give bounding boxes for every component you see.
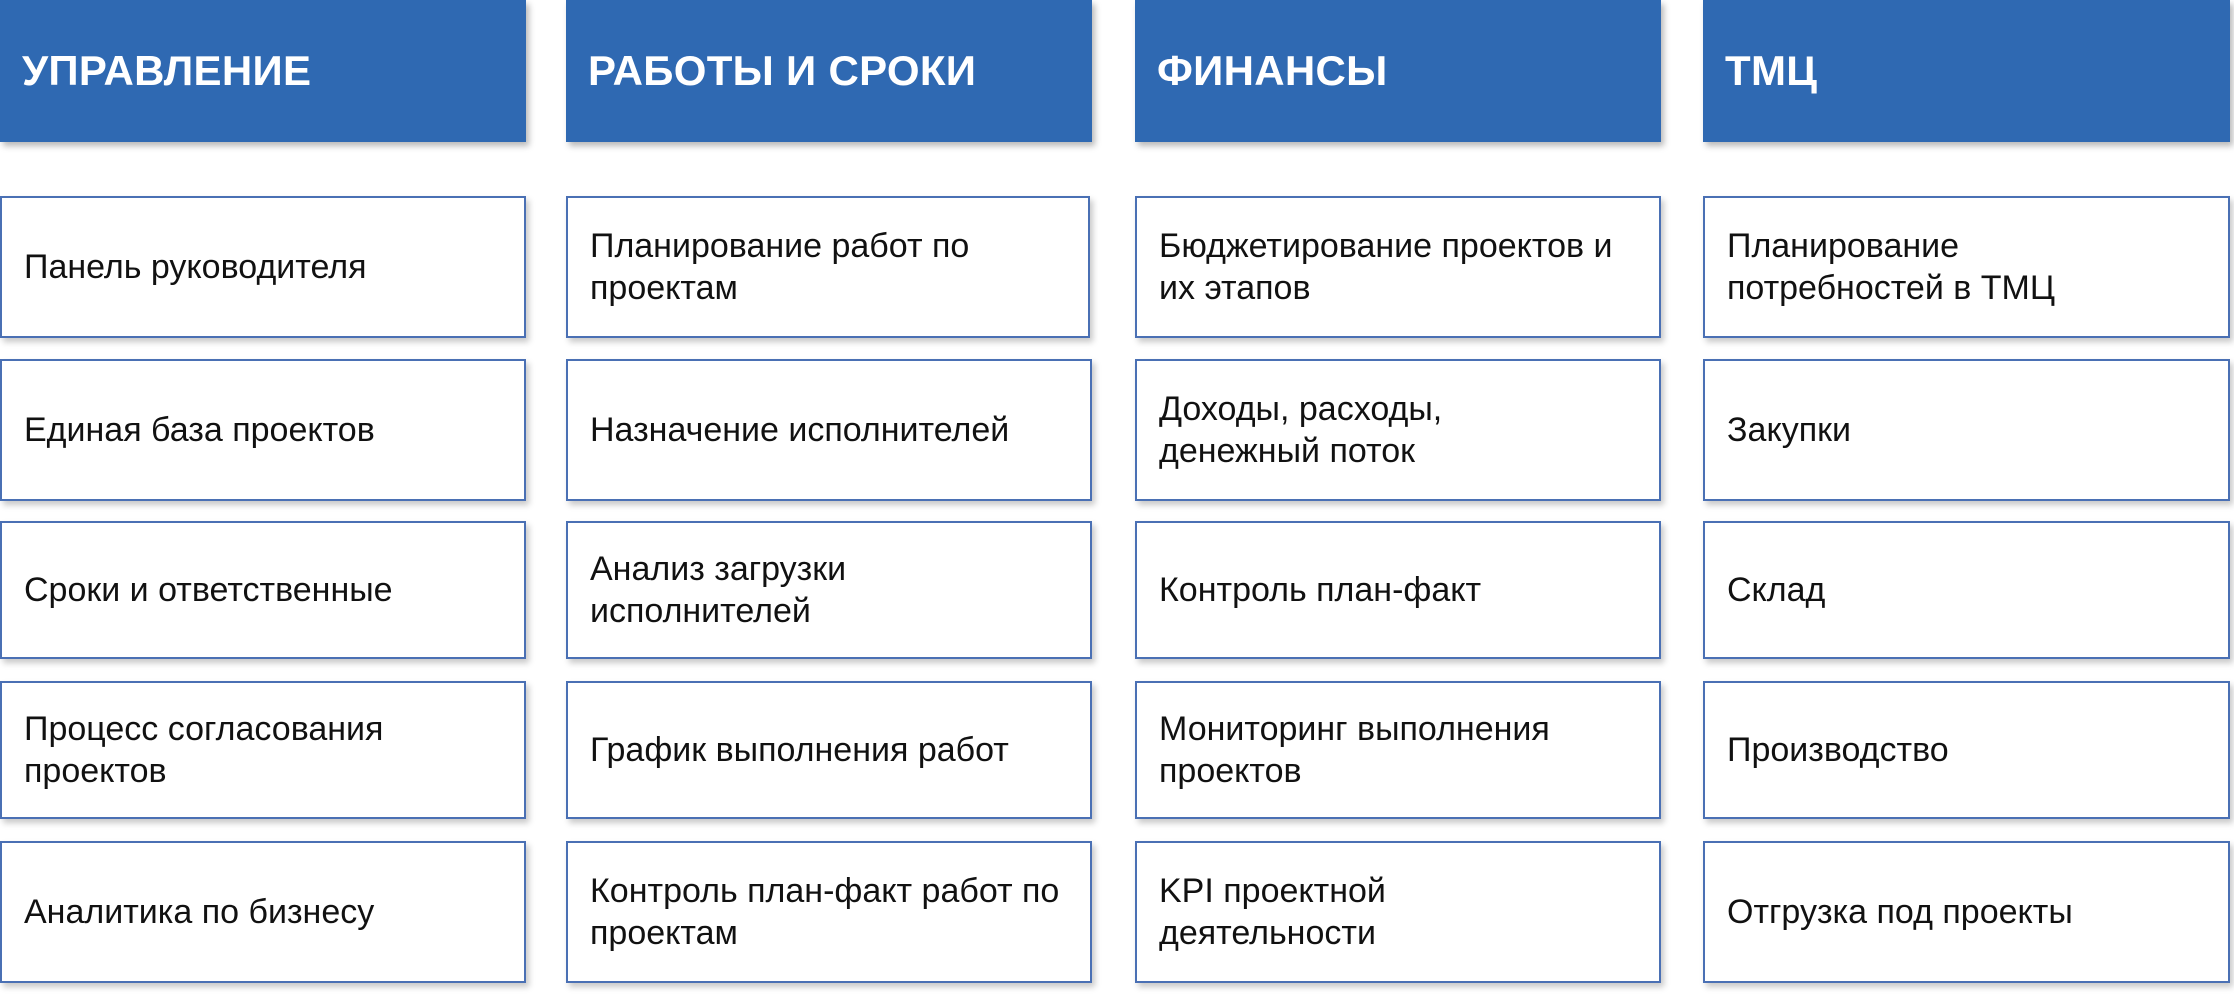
column-title: ФИНАНСЫ: [1157, 47, 1388, 94]
column-header: [1703, 0, 2230, 142]
item-label: Планирование потребностей в ТМЦ: [1727, 227, 2056, 307]
item-box: [0, 681, 526, 819]
item-box: [1135, 521, 1661, 659]
item-label: Отгрузка под проекты: [1727, 893, 2073, 931]
item-label: Бюджетирование проектов и их этапов: [1159, 227, 1613, 307]
item-box: [566, 521, 1092, 659]
column-header: [0, 0, 526, 142]
item-box: [0, 521, 526, 659]
item-box: [0, 196, 526, 338]
item-label: Контроль план-факт работ по проектам: [590, 872, 1060, 952]
item-box: [1135, 359, 1661, 501]
item-box: [0, 841, 526, 983]
item-label: Контроль план-факт: [1159, 571, 1482, 609]
item-box: [1703, 521, 2230, 659]
column-title: УПРАВЛЕНИЕ: [22, 47, 312, 94]
item-box: [1135, 196, 1661, 338]
item-box: [0, 359, 526, 501]
item-label: Доходы, расходы, денежный поток: [1159, 390, 1443, 470]
column-inventory: [1703, 0, 2230, 931]
column-management: [0, 0, 526, 931]
item-label: Аналитика по бизнесу: [24, 893, 375, 931]
item-label: Производство: [1727, 731, 1949, 769]
item-box: [566, 841, 1092, 983]
item-label: Единая база проектов: [24, 411, 375, 449]
item-label: Процесс согласования проектов: [24, 710, 384, 790]
item-box: [1703, 841, 2230, 983]
item-box: [1703, 359, 2230, 501]
item-label: Панель руководителя: [24, 248, 367, 286]
column-header: [1135, 0, 1661, 142]
item-label: Анализ загрузки исполнителей: [590, 550, 847, 630]
item-box: [566, 196, 1090, 338]
item-label: Планирование работ по проектам: [590, 227, 970, 307]
column-header: [566, 0, 1092, 142]
column-works-and-deadlines: [566, 0, 1092, 952]
item-label: KPI проектной деятельности: [1159, 872, 1386, 952]
item-label: Закупки: [1727, 411, 1851, 449]
column-finance: [1135, 0, 1661, 952]
item-label: Мониторинг выполнения проектов: [1159, 710, 1550, 790]
item-box: [566, 359, 1092, 501]
item-label: Склад: [1727, 571, 1826, 609]
item-box: [1135, 841, 1661, 983]
column-title: ТМЦ: [1725, 47, 1818, 94]
item-box: [566, 681, 1092, 819]
item-label: Назначение исполнителей: [590, 411, 1010, 449]
item-box: [1703, 196, 2230, 338]
item-label: Сроки и ответственные: [24, 571, 393, 609]
item-label: График выполнения работ: [590, 731, 1009, 769]
item-box: [1135, 681, 1661, 819]
column-title: РАБОТЫ И СРОКИ: [588, 47, 977, 94]
item-box: [1703, 681, 2230, 819]
